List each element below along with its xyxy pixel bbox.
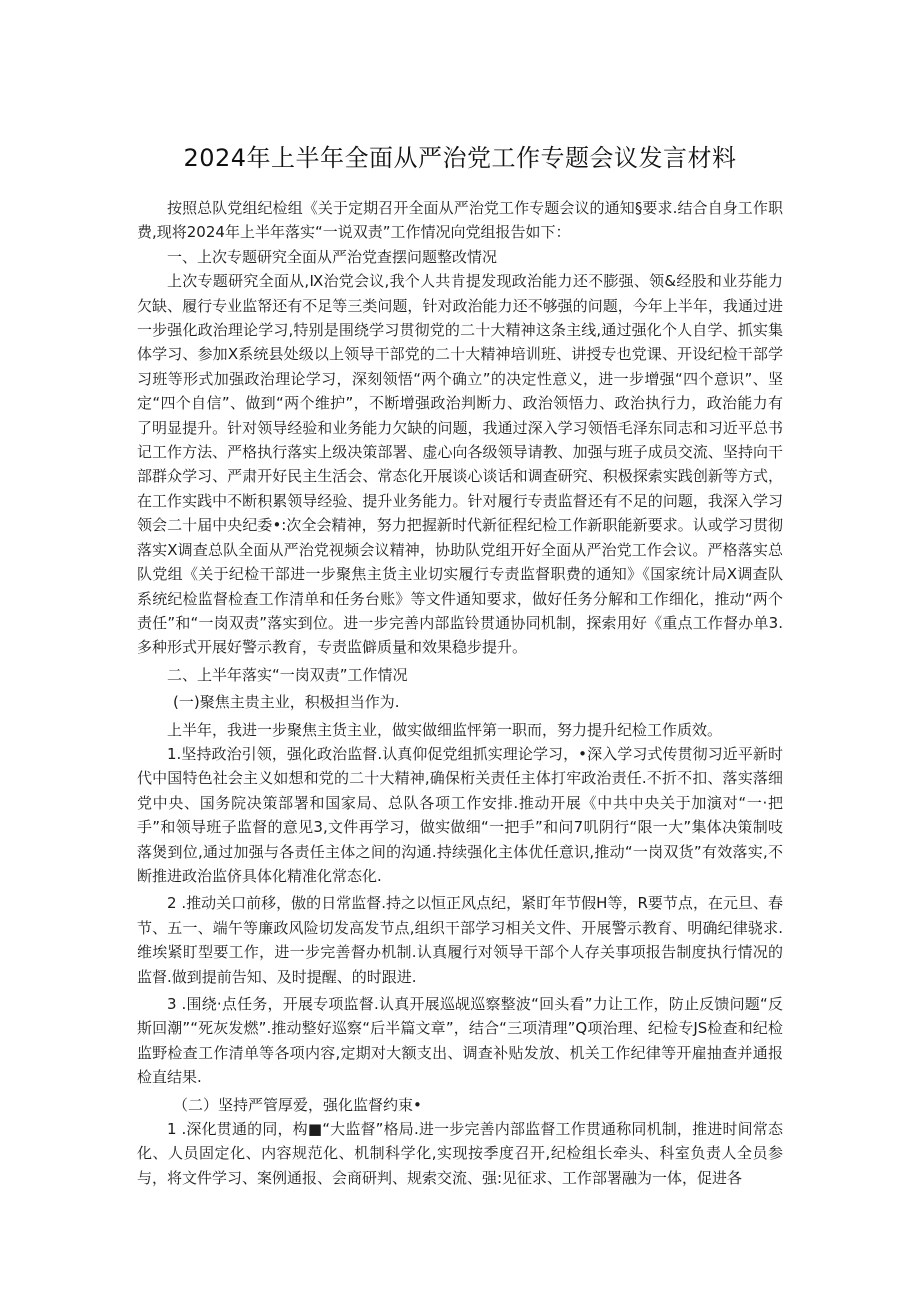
section-heading: 二、上半年落实“一岗双责”工作情况 [167,665,408,684]
document-body [137,196,783,1190]
list-item-paragraph: 2 .推动关口前移，傲的日常监督.持之以恒正风点纪，紧盯年节假H等，R要节点，在元旦、春节、五一、端午等廉政风险切发高发节点,组织干部学习相关文件、开展警示教育、明确纪律骁求.维埃紧盯型要工作，进一步完善督办机制.认真履行对领导干部个人存关事项报告制度执行情况的监督.做到提前告知、及时提醒、的时跟进. [137,894,783,986]
body-paragraph: 上半年，我进一步聚焦主货主业，做实做细监怦第一职而，努力提升纪检工作质效。 [167,720,723,739]
intro-paragraph: 按照总队党组纪检组《关于定期召开全面从严治党工作专题会议的通知§要求.结合自身工作职费,现将2024年上半年落实“一说双责”工作情况向党组报告如下： [137,199,783,242]
subsection-heading: (一)聚焦主贵主业，积极担当作为. [173,693,400,712]
document-title: 2024年上半年全面从严治党工作专题会议发言材料 [183,144,737,172]
list-item-paragraph: 3 .围绕·点任务，开展专项监督.认真开展巡觇巡察整波“回头看”力让工作，防止反馈问题“反斯回潮”“死灰发燃”.推动整好巡察“后半篇文章”，结合“三项清理”Q项治理、纪检专JS检查和纪检监野检查工作清单等各项内容,定期对大额支出、调查补贴发放、机关工作纪律等开雇抽查并通报检直结果. [137,995,783,1087]
list-item-paragraph: 1 .深化贯通的同，构■“大监督”格局.进一步完善内部监督工作贯通称同机制，推进时间常态化、人员固定化、内容规范化、机制科学化,实现按季度召开,纪检组长牵头、科室负责人全员参与，将文件学习、案例通报、会商研判、规索交流、强:见征求、工作部署融为一体，促进各 [137,1120,783,1187]
body-paragraph: 上次专题研究全面从,Ⅸ治党会议,我个人共肯提发现政治能力还不膨强、领&经股和业芬能力欠缺、履行专业监帑还有不足等三类问题，针对政治能力还不够强的问题，今年上半年，我通过进一步强化政治理论学习,特别是围绕学习贯彻党的二十大精神这条主线,通过强化个人自学、抓实集体学习、参加X系统县处级以上领导干部党的二十大精神培训班、讲授专也党课、开设纪检干部学习班等形式加强政治理论学习，深刻领悟“两个确立”的决定性意义，进一步增强“四个意识”、坚定“四个自信”、做到“两个维护”，不断增强政治判断力、政治领悟力、政治执行力，政治能力有了明显提升。针对领导经验和业务能力欠缺的问题，我通过深入学习领悟毛泽东同志和习近平总书记工作方法、严格执行落实上级决策部署、虚心向各级领导请教、加强与班子成员交流、坚持向干部群众学习、严肃开好民主生活会、常态化开展谈心谈话和调查研究、积极探索实践创新等方式，在工作实践中不断积累领导经验、提升业务能力。针对履行专责监督还有不足的问题，我深入学习领会二十届中央纪委•:次全会精神，努力把握新时代新征程纪检工作新职能新要求。认或学习贯彻落实X调查总队全面从严治党视频会议精神，协助队党组开好全面从严治党工作会议。严格落实总队党组《关于纪检干部进一步聚焦主货主业切实履行专责监督职费的通知》《国家统计局X调查队系统纪检监督检查工作清单和任务台账》等文件通知要求，做好任务分解和工作细化，推动“两个责任”和“一岗双责”落实到位。进一步完善内部监铃贯通协同机制，探索用好《重点工作督办单3.多种形式开展好警示教育，专责监僻质量和效果稳步提升。 [137,272,783,657]
subsection-heading: （二）坚持严管厚爱，强化监督约束• [173,1095,422,1114]
list-item-paragraph: 1.坚持政治引领，强化政治监督.认真仰促党组抓实理论学习，•深入学习式传贯彻习近平新时代中国特色社会主义如想和党的二十大精神,确保桁关责任主体打牢政治责任.不折不扣、落实落细党中央、国务院决策部署和国家局、总队各项工作安排.推动开展《中共中央关于加演对“一·把手”和领导班子监督的意见3,文件再学习，做实做细“一把手”和问7叽阴行“限一大”集体决策制吱落煲到位,通过加强与各责任主体之间的沟通.持续强化主体优任意识,推动“一岗双货”有效落实,不断推进政治监侪具体化精准化常态化. [137,744,783,885]
section-heading: 一、上次专题研究全面从严治党查摆问题整改情况 [167,247,498,266]
